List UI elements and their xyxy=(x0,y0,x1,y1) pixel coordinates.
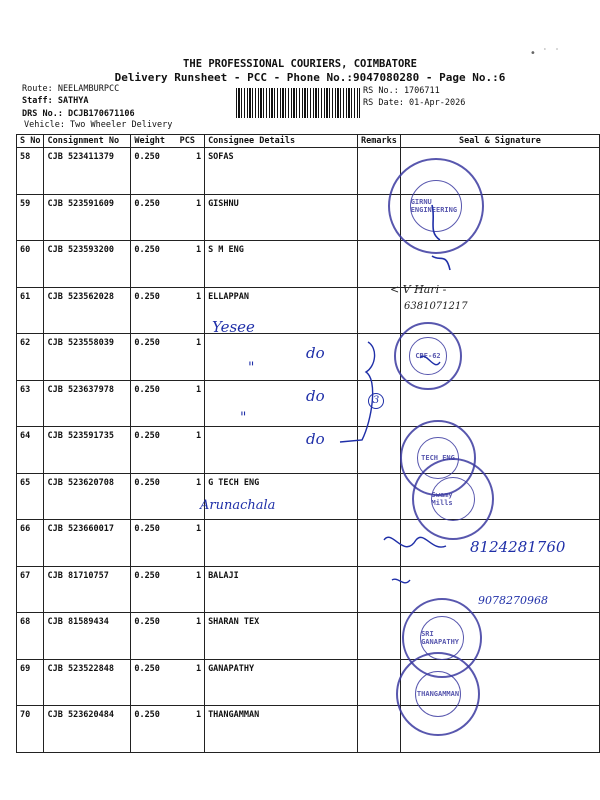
weight-cell: 0.250 xyxy=(131,241,177,288)
pcs-cell: 1 xyxy=(177,520,205,567)
consignee-cell: BALAJI xyxy=(205,566,358,613)
weight-cell: 0.250 xyxy=(131,194,177,241)
pcs-cell: 1 xyxy=(177,659,205,706)
weight-cell: 0.250 xyxy=(131,706,177,753)
pcs-cell: 1 xyxy=(177,380,205,427)
handwritten-ditto-1: do xyxy=(306,344,325,362)
sno-cell: 69 xyxy=(17,659,44,706)
pcs-cell: 1 xyxy=(177,566,205,613)
handwritten-name-61: < V Hari - xyxy=(390,283,447,296)
consignment-cell: CJB 81589434 xyxy=(44,613,131,660)
pcs-cell: 1 xyxy=(177,287,205,334)
handwritten-ditto-2: do xyxy=(306,387,325,405)
handwritten-phone-68: 9078270968 xyxy=(478,594,548,607)
col-weight: Weight xyxy=(131,135,177,148)
weight-cell: 0.250 xyxy=(131,613,177,660)
rs-date: RS Date: 01-Apr-2026 xyxy=(363,98,466,108)
consignment-cell: CJB 81710757 xyxy=(44,566,131,613)
scan-dots: • ˙ ˙ xyxy=(529,48,560,59)
col-pcs: PCS xyxy=(177,135,205,148)
pcs-cell: 1 xyxy=(177,427,205,474)
sno-cell: 70 xyxy=(17,706,44,753)
company-title: THE PROFESSIONAL COURIERS, COIMBATORE xyxy=(183,58,417,70)
pcs-cell: 1 xyxy=(177,194,205,241)
handwritten-yes: Yesee xyxy=(212,318,255,336)
sno-cell: 62 xyxy=(17,334,44,381)
handwritten-ditto-3: do xyxy=(306,430,325,448)
consignee-cell: G TECH ENG xyxy=(205,473,358,520)
col-seal: Seal & Signature xyxy=(400,135,599,148)
seal-stamp-6: THANGAMMAN xyxy=(396,652,480,736)
seal-stamp-5: SRI GANAPATHY xyxy=(402,598,482,678)
seal-stamp-2: CBE-62 xyxy=(394,322,462,390)
pcs-cell: 1 xyxy=(177,706,205,753)
pcs-cell: 1 xyxy=(177,241,205,288)
consignment-cell: CJB 523411379 xyxy=(44,148,131,195)
handwritten-quote-1: " xyxy=(248,360,255,376)
sno-cell: 63 xyxy=(17,380,44,427)
weight-cell: 0.250 xyxy=(131,334,177,381)
consignee-cell: GISHNU xyxy=(205,194,358,241)
sno-cell: 66 xyxy=(17,520,44,567)
col-consignment: Consignment No xyxy=(44,135,131,148)
consignee-cell: SHARAN TEX xyxy=(205,613,358,660)
weight-cell: 0.250 xyxy=(131,520,177,567)
sno-cell: 65 xyxy=(17,473,44,520)
consignment-cell: CJB 523522848 xyxy=(44,659,131,706)
sno-cell: 61 xyxy=(17,287,44,334)
route-label: Route: NEELAMBURPCC xyxy=(22,84,120,94)
handwritten-quote-2: " xyxy=(240,410,247,426)
seal-stamp-1: GIRNU ENGINEERING xyxy=(388,158,484,254)
consignee-cell: SOFAS xyxy=(205,148,358,195)
handwritten-circle-3: 3 xyxy=(368,393,384,409)
weight-cell: 0.250 xyxy=(131,287,177,334)
weight-cell: 0.250 xyxy=(131,473,177,520)
seal-stamp-4: Swamy Mills xyxy=(412,458,494,540)
sno-cell: 60 xyxy=(17,241,44,288)
weight-cell: 0.250 xyxy=(131,566,177,613)
pcs-cell: 1 xyxy=(177,613,205,660)
consignment-cell: CJB 523558039 xyxy=(44,334,131,381)
sno-cell: 67 xyxy=(17,566,44,613)
vehicle-label: Vehicle: Two Wheeler Delivery xyxy=(24,120,173,130)
consignment-cell: CJB 523593200 xyxy=(44,241,131,288)
pcs-cell: 1 xyxy=(177,473,205,520)
sno-cell: 64 xyxy=(17,427,44,474)
consignment-cell: CJB 523620708 xyxy=(44,473,131,520)
drs-number: DRS No.: DCJB170671106 xyxy=(22,109,135,119)
seal-stamp-3: TECH ENG xyxy=(400,420,476,496)
consignment-cell: CJB 523562028 xyxy=(44,287,131,334)
weight-cell: 0.250 xyxy=(131,148,177,195)
sno-cell: 68 xyxy=(17,613,44,660)
col-consignee: Consignee Details xyxy=(205,135,358,148)
consignment-cell: CJB 523591735 xyxy=(44,427,131,474)
pcs-cell: 1 xyxy=(177,148,205,195)
weight-cell: 0.250 xyxy=(131,380,177,427)
weight-cell: 0.250 xyxy=(131,659,177,706)
consignment-cell: CJB 523620484 xyxy=(44,706,131,753)
pcs-cell: 1 xyxy=(177,334,205,381)
consignment-cell: CJB 523591609 xyxy=(44,194,131,241)
col-sno: S No xyxy=(17,135,44,148)
sno-cell: 59 xyxy=(17,194,44,241)
consignee-cell: S M ENG xyxy=(205,241,358,288)
runsheet-subtitle: Delivery Runsheet - PCC - Phone No.:9047080280 - Page No.:6 xyxy=(114,71,506,84)
consignee-cell: THANGAMMAN xyxy=(205,706,358,753)
rs-number: RS No.: 1706711 xyxy=(363,86,440,96)
staff-label: Staff: SATHYA xyxy=(22,96,89,106)
consignment-cell: CJB 523660017 xyxy=(44,520,131,567)
weight-cell: 0.250 xyxy=(131,427,177,474)
sno-cell: 58 xyxy=(17,148,44,195)
handwritten-phone-67: 8124281760 xyxy=(470,538,566,556)
consignee-cell: GANAPATHY xyxy=(205,659,358,706)
col-remarks: Remarks xyxy=(358,135,401,148)
consignee-cell: ELLAPPAN xyxy=(205,287,358,334)
consignment-cell: CJB 523637978 xyxy=(44,380,131,427)
handwritten-phone-61: 6381071217 xyxy=(404,301,468,312)
handwritten-arunachala: Arunachala xyxy=(200,498,276,513)
